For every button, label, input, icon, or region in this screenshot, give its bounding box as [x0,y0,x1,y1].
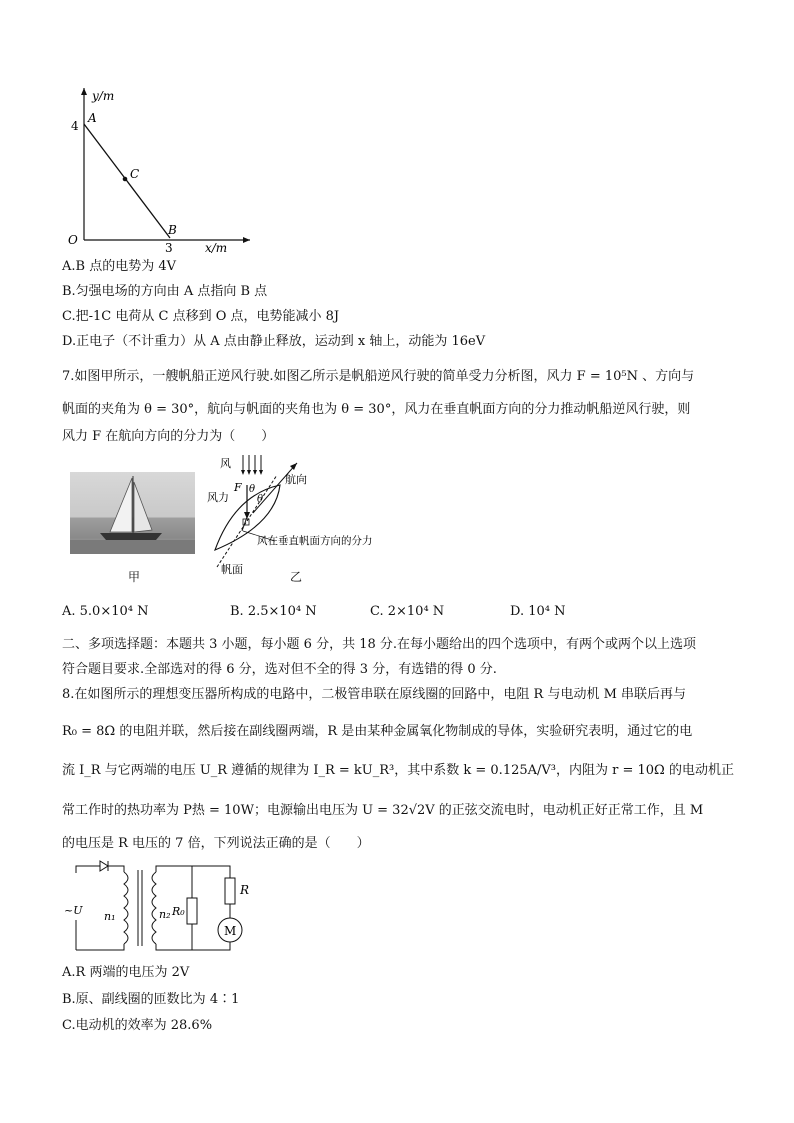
q7-option-b: B. 2.5×10⁴ N [230,604,317,619]
n2-label: n₂ [159,908,171,921]
caption-a: 甲 [128,570,141,584]
q8-line-3: 流 I_R 与它两端的电压 U_R 遵循的规律为 I_R = kU_R³，其中系数 k = 0.125A/V³，内阻为 r = 10Ω 的电动机正 [62,763,734,778]
section2-line-1: 二、多项选择题：本题共 3 小题，每小题 6 分，共 18 分.在每小题给出的四个选项中，有两个或两个以上选项 [62,637,697,652]
q8-line-4: 常工作时的热功率为 P热 = 10W；电源输出电压为 U = 32√2V 的正弦交流电时，电动机正好正常工作，且 M [62,803,704,818]
q7-line-2: 帆面的夹角为 θ = 30°，航向与帆面的夹角也为 θ = 30°，风力在垂直帆面方向的分力推动帆船逆风行驶，则 [62,402,691,417]
wind-force-label: 风力 [207,491,229,504]
point-c-label: C [130,167,140,181]
q6-option-b: B.匀强电场的方向由 A 点指向 B 点 [62,284,268,299]
x-axis-label: x/m [205,241,228,255]
r0-label: R₀ [172,905,185,918]
force-diagram [205,455,385,575]
r-label: R [240,883,250,897]
tick-y-label: 4 [71,119,79,133]
q6-option-c: C.把-1C 电荷从 C 点移到 O 点，电势能减小 8J [62,309,340,324]
q7-option-a: A. 5.0×10⁴ N [62,604,149,619]
q7-options [62,604,762,624]
q8-option-a: A.R 两端的电压为 2V [62,965,190,980]
point-a-label: A [88,111,97,125]
theta-2-label: θ [257,494,264,505]
q7-line-3: 风力 F 在航向方向的分力为（ ） [62,429,275,444]
caption-b: 乙 [290,570,303,584]
sailboat-photo [70,472,195,554]
heading-label: 航向 [285,473,307,486]
n1-label: n₁ [104,910,116,923]
tick-x-label: 3 [165,241,173,255]
theta-1-label: θ [249,484,256,495]
q8-line-2: R₀ = 8Ω 的电阻并联，然后接在副线圈两端，R 是由某种金属氧化物制成的导体，实验研究表明，通过它的电 [62,724,693,739]
y-axis-label: y/m [92,89,115,103]
wind-label: 风 [220,457,231,470]
point-b-label: B [168,223,177,237]
q6-option-d: D.正电子（不计重力）从 A 点由静止释放，运动到 x 轴上，动能为 16eV [62,334,486,349]
q6-option-a: A.B 点的电势为 4V [62,259,176,274]
source-label: ~U [64,904,83,917]
q7-line-1: 7.如图甲所示，一艘帆船正逆风行驶.如图乙所示是帆船逆风行驶的简单受力分析图，风力 F = 10⁵N 、方向与 [62,369,695,384]
circuit-diagram [62,858,262,958]
q8-option-c: C.电动机的效率为 28.6% [62,1018,213,1033]
q8-line-5: 的电压是 R 电压的 7 倍，下列说法正确的是（ ） [62,836,370,851]
perp-component-label: 风在垂直帆面方向的分力 [257,535,373,547]
section2-line-2: 符合题目要求.全部选对的得 6 分，选对但不全的得 3 分，有选错的得 0 分. [62,662,497,677]
force-f-label: F [234,481,242,494]
motor-label: M [224,924,237,938]
origin-label: O [68,233,78,247]
q7-option-c: C. 2×10⁴ N [370,604,445,619]
sail-label: 帆面 [221,563,243,575]
q8-option-b: B.原、副线圈的匝数比为 4∶1 [62,992,240,1007]
xy-figure [60,82,260,257]
q8-line-1: 8.在如图所示的理想变压器所构成的电路中，二极管串联在原线圈的回路中，电阻 R 与电动机 M 串联后再与 [62,687,687,702]
q7-option-d: D. 10⁴ N [510,604,566,619]
